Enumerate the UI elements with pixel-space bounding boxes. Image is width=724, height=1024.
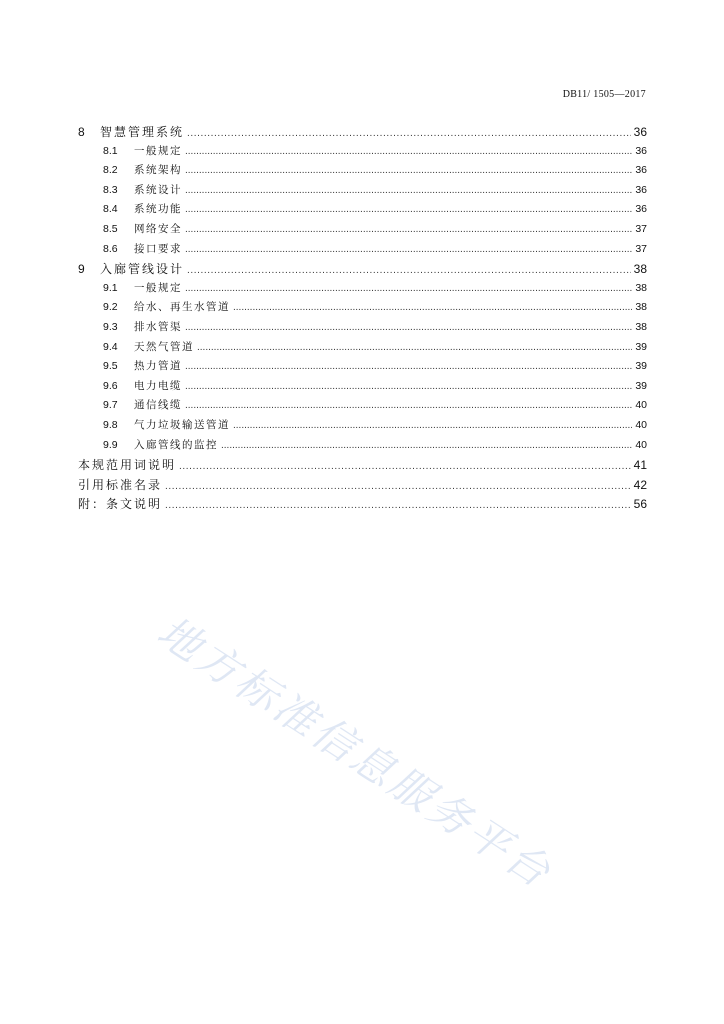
toc-entry[interactable] — [78, 456, 647, 476]
toc-page-number: 42 — [633, 477, 647, 492]
toc-entry[interactable] — [78, 397, 647, 417]
toc-entry[interactable] — [78, 123, 647, 143]
toc-title: 系统架构 — [134, 164, 182, 177]
toc-number: 9.5 — [103, 360, 118, 373]
toc-entry[interactable] — [78, 378, 647, 398]
toc-page-number: 36 — [635, 164, 647, 177]
toc-leader-dots — [187, 265, 631, 276]
toc-leader-dots — [185, 204, 632, 215]
toc-entry[interactable] — [78, 260, 647, 280]
toc-leader-dots — [185, 361, 632, 372]
toc-page-number: 56 — [633, 497, 647, 512]
toc-leader-dots — [185, 244, 632, 255]
toc-leader-dots — [233, 420, 632, 431]
toc-entry[interactable] — [78, 437, 647, 457]
toc-entry[interactable] — [78, 417, 647, 437]
toc-page-number: 41 — [633, 458, 647, 473]
toc-page-number: 38 — [635, 281, 647, 294]
toc-leader-dots — [185, 185, 632, 196]
toc-entry[interactable] — [78, 241, 647, 261]
toc-title: 一般规定 — [134, 281, 182, 294]
toc-page-number: 40 — [635, 418, 647, 431]
toc-page-number: 37 — [635, 242, 647, 255]
table-of-contents — [78, 123, 647, 515]
toc-title: 系统功能 — [134, 203, 182, 216]
toc-number: 9.7 — [103, 399, 118, 412]
toc-number: 8.5 — [103, 222, 118, 235]
toc-number: 8.4 — [103, 203, 118, 216]
toc-leader-dots — [185, 381, 632, 392]
toc-title: 入廊管线设计 — [100, 262, 185, 277]
toc-entry[interactable] — [78, 280, 647, 300]
toc-page-number: 38 — [635, 320, 647, 333]
toc-title: 电力电缆 — [134, 379, 182, 392]
toc-entry[interactable] — [78, 476, 647, 496]
toc-page-number: 39 — [635, 379, 647, 392]
toc-entry[interactable] — [78, 201, 647, 221]
toc-page-number: 36 — [635, 203, 647, 216]
toc-leader-dots — [185, 322, 632, 333]
toc-leader-dots — [185, 400, 632, 411]
toc-page-number: 36 — [635, 144, 647, 157]
toc-entry[interactable] — [78, 339, 647, 359]
toc-number: 8.3 — [103, 183, 118, 196]
toc-page-number: 39 — [635, 340, 647, 353]
toc-leader-dots — [185, 146, 632, 157]
toc-leader-dots — [165, 500, 631, 511]
toc-number: 9.9 — [103, 438, 118, 451]
toc-title: 系统设计 — [134, 183, 182, 196]
toc-title: 智慧管理系统 — [100, 125, 185, 139]
toc-number: 9.8 — [103, 418, 118, 431]
toc-page-number: 38 — [635, 301, 647, 314]
toc-page-number: 38 — [633, 262, 647, 277]
toc-leader-dots — [233, 302, 632, 313]
toc-page-number: 39 — [635, 360, 647, 373]
toc-leader-dots — [185, 165, 632, 176]
toc-number: 9.1 — [103, 281, 118, 294]
toc-leader-dots — [197, 342, 632, 353]
toc-title: 天然气管道 — [134, 340, 194, 353]
toc-page-number: 37 — [635, 222, 647, 235]
toc-number: 8.6 — [103, 242, 118, 255]
toc-number: 8.1 — [103, 144, 118, 157]
toc-title: 附：条文说明 — [78, 497, 163, 512]
toc-entry[interactable] — [78, 299, 647, 319]
toc-entry[interactable] — [78, 358, 647, 378]
toc-entry[interactable] — [78, 182, 647, 202]
toc-title: 本规范用词说明 — [78, 458, 177, 473]
toc-page-number: 36 — [633, 125, 647, 139]
toc-title: 通信线缆 — [134, 399, 182, 412]
toc-page-number: 40 — [635, 438, 647, 451]
toc-entry[interactable] — [78, 221, 647, 241]
toc-number: 9 — [78, 262, 85, 277]
toc-number: 9.2 — [103, 301, 118, 314]
toc-title: 排水管渠 — [134, 320, 182, 333]
toc-number: 9.4 — [103, 340, 118, 353]
watermark: 地方标准信息服务平台 — [148, 606, 562, 899]
toc-number: 9.6 — [103, 379, 118, 392]
toc-entry[interactable] — [78, 495, 647, 515]
toc-page-number: 36 — [635, 183, 647, 196]
toc-title: 给水、再生水管道 — [134, 301, 230, 314]
toc-title: 热力管道 — [134, 360, 182, 373]
toc-leader-dots — [165, 481, 631, 492]
toc-page-number: 40 — [635, 399, 647, 412]
toc-leader-dots — [187, 128, 631, 139]
toc-number: 8.2 — [103, 164, 118, 177]
toc-title: 气力垃圾输送管道 — [134, 418, 230, 431]
toc-entry[interactable] — [78, 319, 647, 339]
toc-title: 一般规定 — [134, 144, 182, 157]
toc-title: 接口要求 — [134, 242, 182, 255]
document-code: DB11/ 1505—2017 — [562, 89, 646, 100]
toc-title: 网络安全 — [134, 222, 182, 235]
toc-leader-dots — [221, 440, 632, 451]
toc-leader-dots — [185, 224, 632, 235]
toc-entry[interactable] — [78, 143, 647, 163]
toc-leader-dots — [185, 283, 632, 294]
toc-title: 引用标准名录 — [78, 477, 163, 492]
toc-title: 入廊管线的监控 — [134, 438, 218, 451]
toc-number: 9.3 — [103, 320, 118, 333]
toc-entry[interactable] — [78, 162, 647, 182]
toc-leader-dots — [179, 461, 631, 472]
toc-number: 8 — [78, 125, 85, 139]
